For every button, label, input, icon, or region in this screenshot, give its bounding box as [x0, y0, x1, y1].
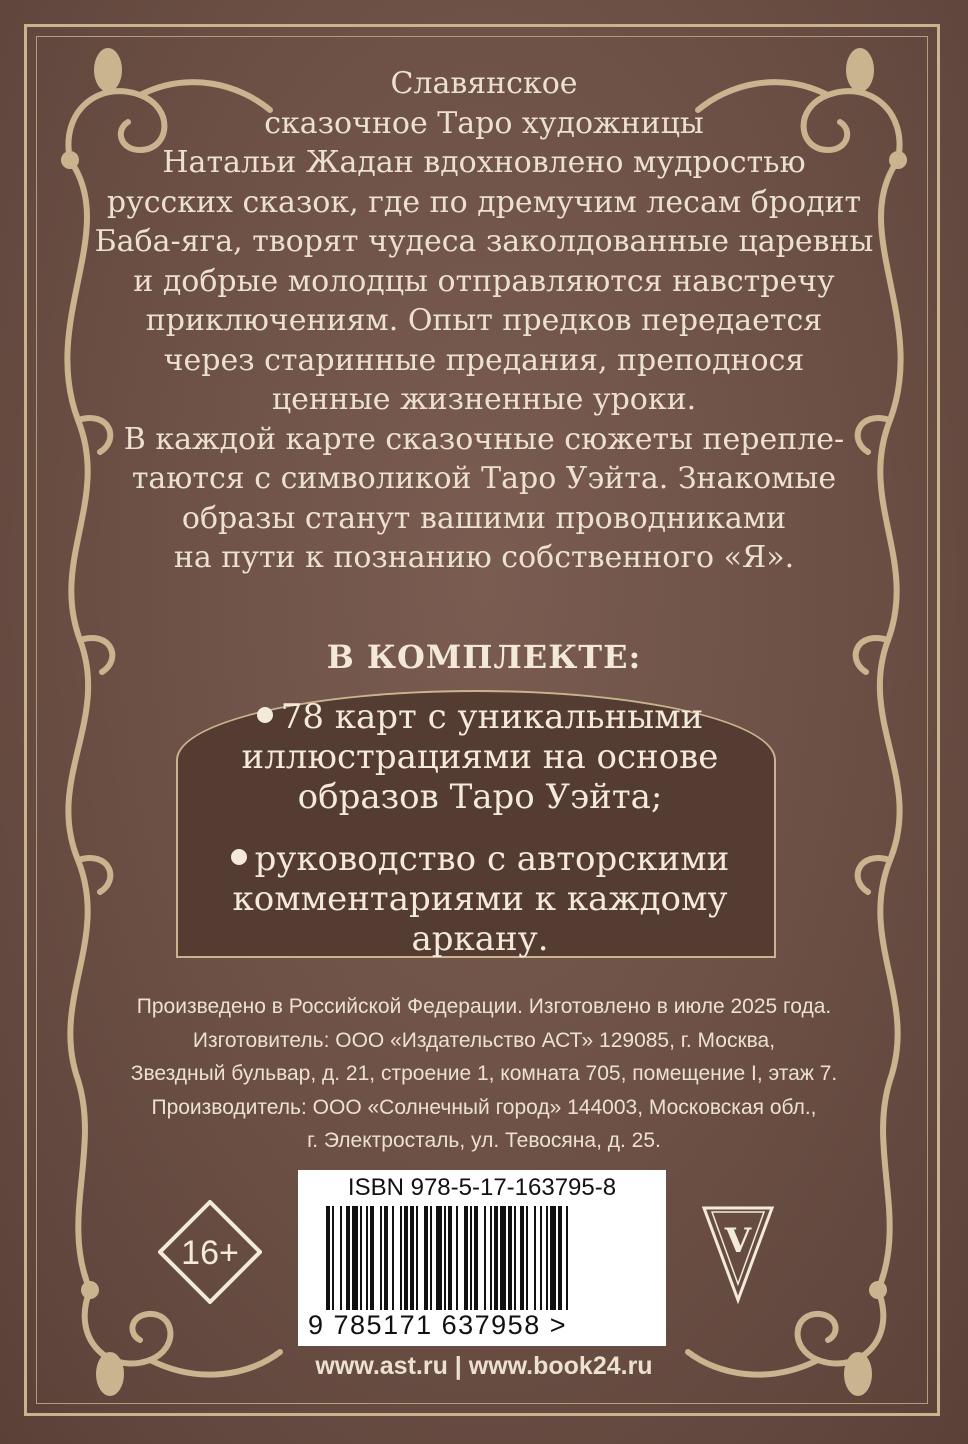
publisher-logo-letter: V [724, 1221, 752, 1261]
bullet-icon [231, 849, 247, 865]
barcode-bar [474, 1206, 478, 1310]
description-line: Баба-яга, творят чудеса заколдованные царевны [94, 224, 874, 259]
barcode-bar [484, 1206, 486, 1310]
isbn-digits: 9 785171 637958 > [308, 1310, 567, 1340]
age-rating-text: 16+ [181, 1234, 239, 1272]
kit-list-item [190, 839, 770, 959]
barcode-bar [500, 1206, 506, 1310]
barcode-bar [340, 1206, 342, 1310]
publisher-logo [700, 1200, 776, 1304]
description-line: ценные жизненные уроки. [271, 382, 697, 417]
bullet-icon [257, 707, 273, 723]
kit-item-line: руководство с авторскими [254, 839, 730, 879]
barcode-bar [352, 1206, 358, 1310]
barcode-bar [380, 1206, 382, 1310]
barcode-bar [520, 1206, 524, 1310]
imprint-line: Производитель: ООО «Солнечный город» 144003, Московская обл., [151, 1095, 817, 1119]
barcode-bar [456, 1206, 458, 1310]
barcode-bar [430, 1206, 432, 1310]
isbn-barcode [298, 1170, 666, 1346]
description-line: и добрые молодцы отправляются навстречу [133, 263, 835, 299]
barcode-bar [546, 1206, 548, 1310]
barcode-bar [360, 1206, 362, 1310]
barcode-bar [526, 1206, 528, 1310]
barcode-bar [346, 1206, 350, 1310]
description-text [90, 64, 878, 578]
description-line: русских сказок, где по дремучим лесам бродит [106, 184, 862, 220]
barcode-bar [404, 1206, 408, 1310]
kit-item-line: иллюстрациями на основе [241, 737, 719, 777]
barcode-bar [448, 1206, 452, 1310]
barcode-bar [494, 1206, 498, 1310]
barcode-bar [424, 1206, 428, 1310]
barcode-bar [436, 1206, 442, 1310]
description-line: таются с символикой Таро Уэйта. Знакомые [131, 461, 837, 496]
kit-item-line: комментариями к каждому [232, 879, 728, 919]
barcode-bar [410, 1206, 414, 1310]
description-line: через старинные предания, преподнося [163, 342, 805, 378]
description-line: В каждой карте сказочные сюжеты перепле- [123, 421, 845, 457]
isbn-label: ISBN 978-5-17-163795-8 [347, 1174, 617, 1201]
age-rating-badge [158, 1200, 262, 1304]
barcode-bar [366, 1206, 368, 1310]
barcode-bar [416, 1206, 418, 1310]
kit-item-line: образов Таро Уэйта; [297, 777, 663, 817]
barcode-bar [566, 1206, 568, 1310]
barcode-bar [534, 1206, 536, 1310]
description-line: Славянское [390, 66, 578, 101]
barcode-bars [326, 1206, 638, 1310]
kit-list-item [190, 697, 770, 817]
barcode-bar [400, 1206, 402, 1310]
description-line: на пути к познанию собственного «Я». [173, 540, 795, 575]
barcode-bar [508, 1206, 512, 1310]
publisher-websites: www.ast.ru | www.book24.ru [315, 1352, 653, 1380]
barcode-bar [370, 1206, 374, 1310]
description-line: образы станут вашими проводниками [181, 500, 787, 536]
barcode-bar [514, 1206, 516, 1310]
barcode-bar [470, 1206, 472, 1310]
imprint-line: г. Электросталь, ул. Тевосяна, д. 25. [307, 1129, 661, 1152]
kit-list [190, 697, 770, 981]
description-line: сказочное Таро художницы [264, 105, 704, 141]
barcode-bar [392, 1206, 394, 1310]
barcode-bar [326, 1206, 330, 1310]
imprint-line: Произведено в Российской Федерации. Изготовлено в июле 2025 года. [136, 995, 832, 1018]
description-line: приключениям. Опыт предков передается [145, 303, 823, 338]
barcode-bar [384, 1206, 388, 1310]
kit-item-line: аркану. [411, 919, 549, 959]
kit-heading: В КОМПЛЕКТЕ: [326, 638, 642, 676]
publisher-imprint [60, 990, 908, 1158]
barcode-bar [550, 1206, 556, 1310]
kit-item-line: 78 карт с уникальными [280, 697, 704, 737]
barcode-bar [332, 1206, 334, 1310]
imprint-line: Звездный бульвар, д. 21, строение 1, комната 705, помещение I, этаж 7. [130, 1062, 838, 1085]
barcode-bar [444, 1206, 446, 1310]
imprint-line: Изготовитель: ООО «Издательство АСТ» 129085, г. Москва, [192, 1028, 776, 1052]
barcode-bar [490, 1206, 492, 1310]
barcode-bar [558, 1206, 562, 1310]
description-line: Натальи Жадан вдохновлено мудростью [162, 145, 806, 180]
barcode-bar [464, 1206, 468, 1310]
barcode-bar [540, 1206, 542, 1310]
